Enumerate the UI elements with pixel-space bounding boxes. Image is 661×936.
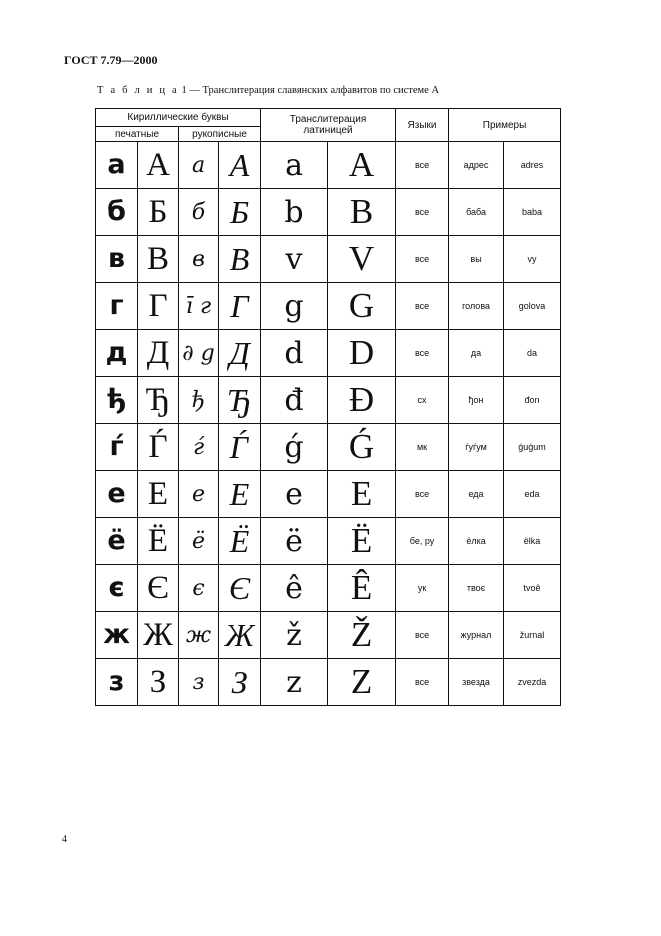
example-cyrillic: вы: [449, 236, 504, 283]
languages-cell: все: [396, 142, 449, 189]
printed-uppercase: З: [138, 659, 179, 706]
latin-uppercase: Ǵ: [328, 424, 396, 471]
handwritten-lowercase: ī г: [179, 283, 219, 330]
languages-cell: все: [396, 659, 449, 706]
printed-uppercase: Д: [138, 330, 179, 377]
printed-lowercase: ж: [96, 612, 138, 659]
latin-uppercase: Ž: [328, 612, 396, 659]
printed-lowercase: г: [96, 283, 138, 330]
printed-uppercase: Е: [138, 471, 179, 518]
languages-header: Языки: [396, 109, 449, 142]
latin-lowercase: e: [261, 471, 328, 518]
table-row: [96, 377, 561, 424]
transliteration-header-line2: латиницей: [303, 125, 353, 136]
printed-lowercase: ѓ: [96, 424, 138, 471]
handwritten-lowercase: ѓ: [179, 424, 219, 471]
transliteration-table: [95, 108, 561, 706]
table-caption: [97, 85, 439, 96]
example-latin: eda: [504, 471, 561, 518]
cyrillic-letters-header: Кириллические буквы: [96, 109, 261, 127]
table-row: [96, 471, 561, 518]
printed-uppercase: Ж: [138, 612, 179, 659]
latin-lowercase: ê: [261, 565, 328, 612]
examples-header: Примеры: [449, 109, 561, 142]
printed-header: печатные: [96, 127, 179, 142]
printed-lowercase: ђ: [96, 377, 138, 424]
printed-uppercase: В: [138, 236, 179, 283]
table-row: [96, 612, 561, 659]
table-row: [96, 189, 561, 236]
handwritten-uppercase: Ђ: [219, 377, 261, 424]
latin-uppercase: V: [328, 236, 396, 283]
handwritten-lowercase: ё: [179, 518, 219, 565]
example-latin: golova: [504, 283, 561, 330]
languages-cell: сх: [396, 377, 449, 424]
languages-cell: все: [396, 189, 449, 236]
printed-lowercase: в: [96, 236, 138, 283]
example-cyrillic: звезда: [449, 659, 504, 706]
table-row: [96, 565, 561, 612]
latin-uppercase: A: [328, 142, 396, 189]
languages-cell: все: [396, 471, 449, 518]
latin-lowercase: a: [261, 142, 328, 189]
printed-lowercase: є: [96, 565, 138, 612]
latin-lowercase: ë: [261, 518, 328, 565]
printed-lowercase: б: [96, 189, 138, 236]
caption-text: 1 — Транслитерация славянских алфавитов по системе А: [178, 85, 440, 96]
handwritten-lowercase: є: [179, 565, 219, 612]
printed-uppercase: Б: [138, 189, 179, 236]
table-row: [96, 424, 561, 471]
handwritten-uppercase: З: [219, 659, 261, 706]
handwritten-uppercase: В: [219, 236, 261, 283]
example-cyrillic: ёлка: [449, 518, 504, 565]
example-cyrillic: да: [449, 330, 504, 377]
latin-uppercase: D: [328, 330, 396, 377]
latin-uppercase: E: [328, 471, 396, 518]
languages-cell: ук: [396, 565, 449, 612]
example-latin: adres: [504, 142, 561, 189]
languages-cell: все: [396, 283, 449, 330]
handwritten-uppercase: Г: [219, 283, 261, 330]
example-cyrillic: еда: [449, 471, 504, 518]
handwritten-lowercase: ж: [179, 612, 219, 659]
latin-uppercase: Ê: [328, 565, 396, 612]
document-code: ГОСТ 7.79—2000: [64, 53, 158, 67]
table-row: [96, 518, 561, 565]
example-latin: vy: [504, 236, 561, 283]
handwritten-lowercase: ∂ g: [179, 330, 219, 377]
latin-uppercase: Ë: [328, 518, 396, 565]
handwritten-uppercase: Ѓ: [219, 424, 261, 471]
printed-lowercase: д: [96, 330, 138, 377]
languages-cell: все: [396, 330, 449, 377]
printed-uppercase: Є: [138, 565, 179, 612]
languages-cell: все: [396, 612, 449, 659]
printed-uppercase: Ѓ: [138, 424, 179, 471]
handwritten-uppercase: Е: [219, 471, 261, 518]
handwritten-uppercase: Д: [219, 330, 261, 377]
handwritten-uppercase: Ж: [219, 612, 261, 659]
header-row-1: [96, 109, 561, 127]
table-row: [96, 142, 561, 189]
table-row: [96, 236, 561, 283]
handwritten-lowercase: а: [179, 142, 219, 189]
table-row: [96, 283, 561, 330]
example-latin: ǵuǵum: [504, 424, 561, 471]
printed-uppercase: Ё: [138, 518, 179, 565]
latin-lowercase: v: [261, 236, 328, 283]
handwritten-lowercase: в: [179, 236, 219, 283]
latin-lowercase: đ: [261, 377, 328, 424]
latin-lowercase: ž: [261, 612, 328, 659]
example-cyrillic: ђон: [449, 377, 504, 424]
latin-uppercase: B: [328, 189, 396, 236]
handwritten-header: рукописные: [179, 127, 261, 142]
table-row: [96, 330, 561, 377]
example-latin: zvezda: [504, 659, 561, 706]
languages-cell: мк: [396, 424, 449, 471]
latin-lowercase: b: [261, 189, 328, 236]
example-cyrillic: ѓуѓум: [449, 424, 504, 471]
example-latin: žurnal: [504, 612, 561, 659]
example-cyrillic: журнал: [449, 612, 504, 659]
printed-lowercase: з: [96, 659, 138, 706]
example-latin: da: [504, 330, 561, 377]
handwritten-lowercase: е: [179, 471, 219, 518]
printed-uppercase: Г: [138, 283, 179, 330]
languages-cell: бе, ру: [396, 518, 449, 565]
example-cyrillic: голова: [449, 283, 504, 330]
example-latin: baba: [504, 189, 561, 236]
latin-uppercase: G: [328, 283, 396, 330]
example-cyrillic: адрес: [449, 142, 504, 189]
latin-uppercase: Z: [328, 659, 396, 706]
table-row: [96, 659, 561, 706]
printed-uppercase: Ђ: [138, 377, 179, 424]
handwritten-lowercase: ђ: [179, 377, 219, 424]
page-number: 4: [62, 834, 67, 845]
example-latin: ëlka: [504, 518, 561, 565]
handwritten-uppercase: Б: [219, 189, 261, 236]
latin-lowercase: z: [261, 659, 328, 706]
printed-uppercase: А: [138, 142, 179, 189]
printed-lowercase: а: [96, 142, 138, 189]
latin-lowercase: d: [261, 330, 328, 377]
transliteration-header: [261, 109, 396, 142]
example-latin: đon: [504, 377, 561, 424]
example-latin: tvoê: [504, 565, 561, 612]
languages-cell: все: [396, 236, 449, 283]
latin-lowercase: ǵ: [261, 424, 328, 471]
example-cyrillic: баба: [449, 189, 504, 236]
caption-prefix: Т а б л и ц а: [97, 85, 179, 96]
printed-lowercase: ё: [96, 518, 138, 565]
table-body: [96, 142, 561, 706]
handwritten-uppercase: Ё: [219, 518, 261, 565]
printed-lowercase: е: [96, 471, 138, 518]
handwritten-uppercase: Є: [219, 565, 261, 612]
latin-uppercase: Đ: [328, 377, 396, 424]
handwritten-lowercase: б: [179, 189, 219, 236]
latin-lowercase: g: [261, 283, 328, 330]
handwritten-uppercase: А: [219, 142, 261, 189]
handwritten-lowercase: з: [179, 659, 219, 706]
example-cyrillic: твоє: [449, 565, 504, 612]
transliteration-header-line1: Транслитерация: [289, 114, 367, 125]
